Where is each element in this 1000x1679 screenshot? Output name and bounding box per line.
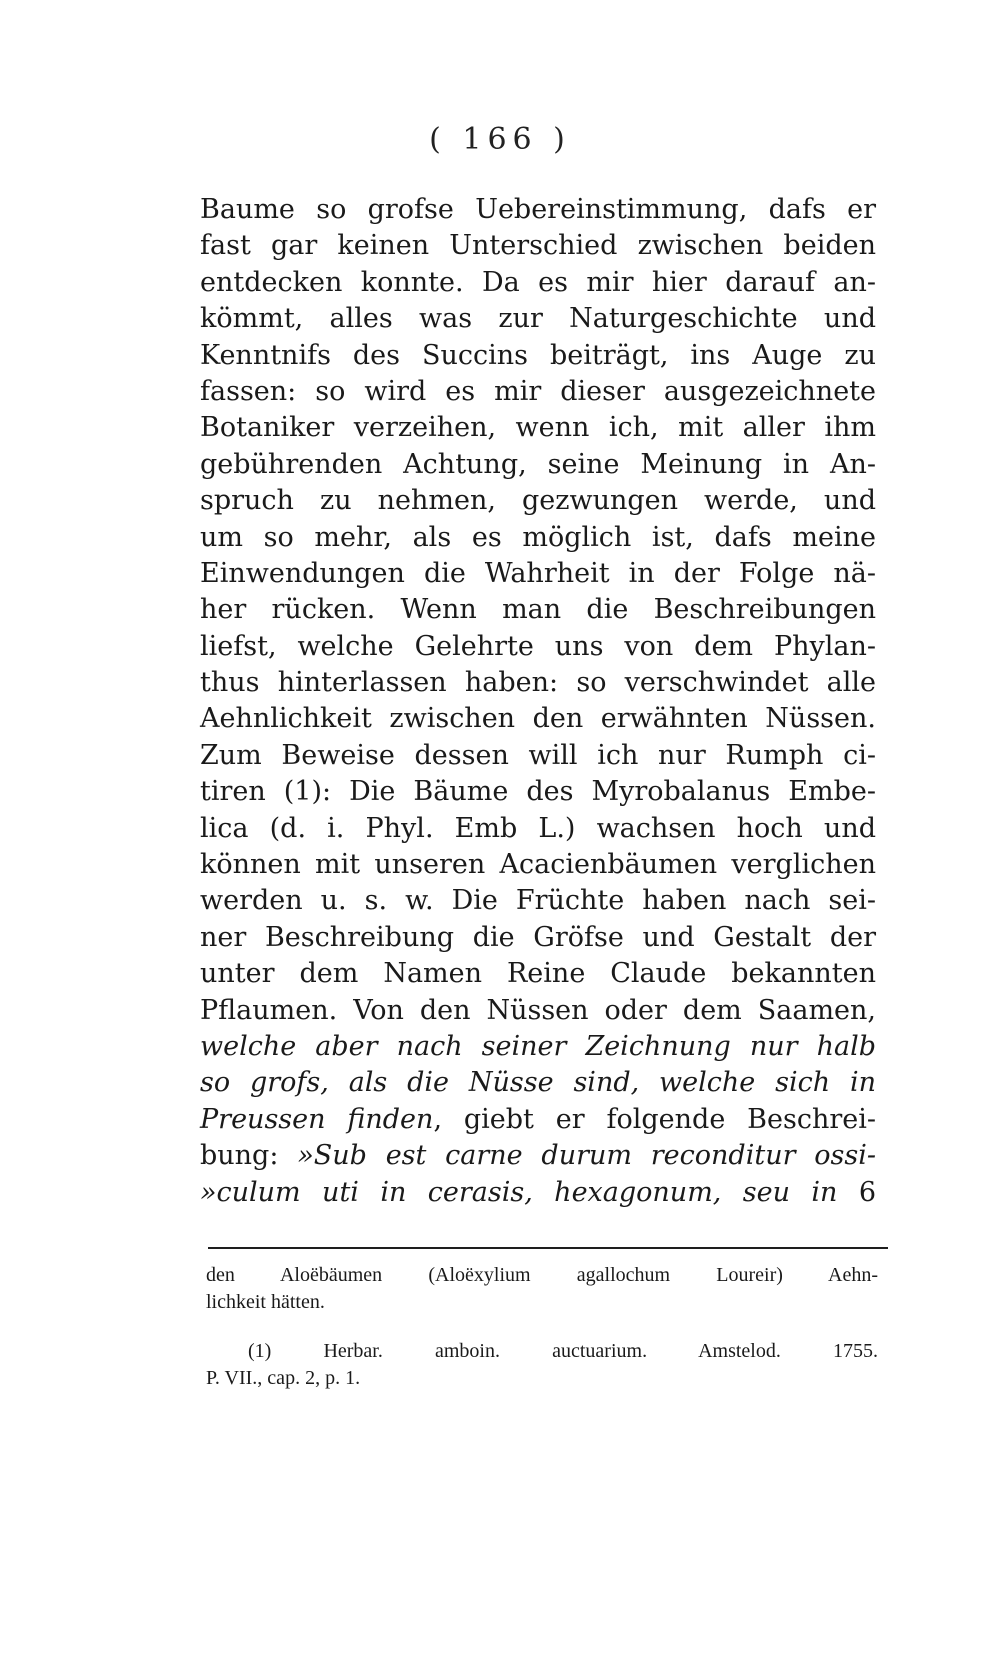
text-line: kömmt, alles was zur Naturgeschichte und	[200, 303, 876, 335]
text-line: her rücken. Wenn man die Beschreibungen	[200, 594, 876, 626]
text-line: Pflaumen. Von den Nüssen oder dem Saamen,	[200, 994, 876, 1026]
text-line: spruch zu nehmen, gezwungen werde, und	[200, 485, 876, 517]
italic-segment: »culum uti in cerasis, hexagonum, seu in	[200, 1176, 838, 1208]
text-line: gebührenden Achtung, seine Meinung in An-	[200, 448, 876, 480]
roman-segment: , giebt er folgende Beschrei-	[433, 1103, 876, 1135]
text-line: können mit unseren Acacienbäumen verglichen	[200, 849, 876, 881]
footnote-line: den Aloëbäumen (Aloëxylium agallochum Loureir) Aehn-	[206, 1264, 878, 1286]
main-text-block	[200, 192, 876, 1211]
text-line: thus hinterlassen haben: so verschwindet alle	[200, 667, 876, 699]
roman-segment: 6	[837, 1176, 876, 1208]
footnote-line: lichkeit hätten.	[206, 1291, 325, 1313]
mixed-text-line	[200, 1102, 876, 1138]
page-number: ( 166 )	[429, 122, 571, 157]
text-line: ner Beschreibung die Gröfse und Gestalt der	[200, 921, 876, 953]
italic-text-line: so grofs, als die Nüsse sind, welche sich in	[200, 1067, 876, 1099]
mixed-text-line	[200, 1138, 876, 1174]
text-line: Einwendungen die Wahrheit in der Folge nä-	[200, 557, 876, 589]
footnotes-block	[206, 1262, 878, 1392]
text-line: fast gar keinen Unterschied zwischen beiden	[200, 230, 876, 262]
text-line: werden u. s. w. Die Früchte haben nach sei-	[200, 885, 876, 917]
text-line: Aehnlichkeit zwischen den erwähnten Nüssen.	[200, 703, 876, 735]
text-line: Botaniker verzeihen, wenn ich, mit aller ihm	[200, 412, 876, 444]
footnote-line: (1) Herbar. amboin. auctuarium. Amstelod. 1755.	[248, 1340, 878, 1362]
italic-text-line: welche aber nach seiner Zeichnung nur halb	[200, 1030, 876, 1062]
italic-segment: Preussen finden	[200, 1103, 434, 1135]
text-line: Kenntnifs des Succins beiträgt, ins Auge zu	[200, 339, 876, 371]
text-line: unter dem Namen Reine Claude bekannten	[200, 958, 876, 990]
text-line: tiren (1): Die Bäume des Myrobalanus Embe-	[200, 776, 876, 808]
footnote-separator	[208, 1247, 888, 1249]
roman-segment: bung:	[200, 1140, 279, 1172]
mixed-text-line	[200, 1175, 876, 1211]
text-line: fassen: so wird es mir dieser ausgezeichnete	[200, 375, 876, 407]
footnote-line: P. VII., cap. 2, p. 1.	[206, 1367, 361, 1389]
footnote-gap	[206, 1316, 878, 1338]
text-line: um so mehr, als es möglich ist, dafs meine	[200, 521, 876, 553]
text-line: entdecken konnte. Da es mir hier darauf an-	[200, 266, 876, 298]
text-line: Zum Beweise dessen will ich nur Rumph ci-	[200, 739, 876, 771]
text-line: lica (d. i. Phyl. Emb L.) wachsen hoch und	[200, 812, 876, 844]
text-line: Baume so grofse Uebereinstimmung, dafs er	[200, 194, 876, 225]
text-line: liefst, welche Gelehrte uns von dem Phylan-	[200, 630, 876, 662]
italic-segment: »Sub est carne durum reconditur ossi-	[297, 1140, 876, 1172]
